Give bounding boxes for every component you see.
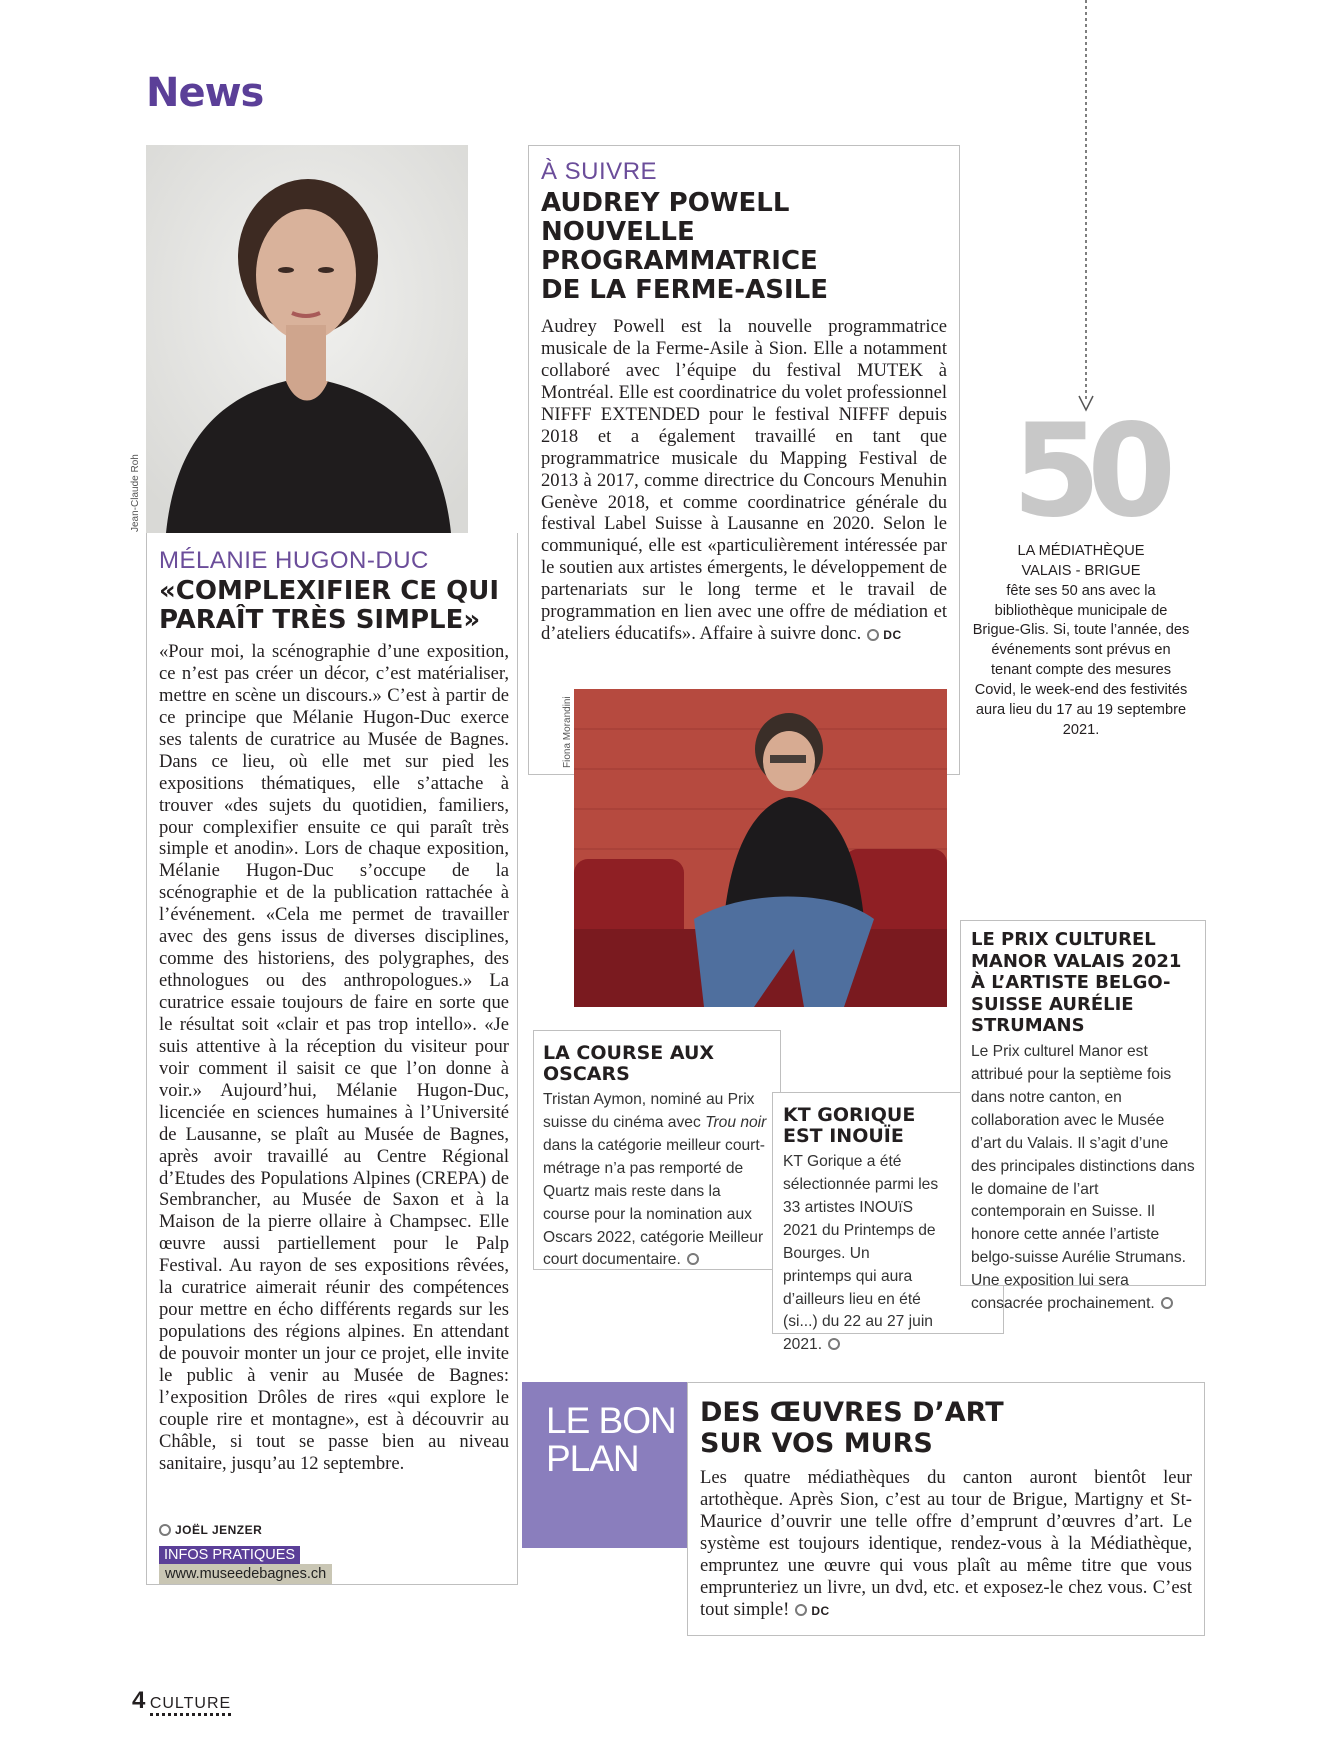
bon-plan-label-line2: PLAN [546, 1437, 639, 1479]
fifty-body: fête ses 50 ans avec la bibliothèque municipale de Brigue-Glis. Si, toute l’année, des événements sont prévus en tenant compte des mesures Covid, le week-end des festivités aura lieu du 17 au 19 septembre 2021. [972, 582, 1190, 738]
main-article-signature: JOËL JENZER [153, 1523, 262, 1538]
infos-pratiques-label: INFOS PRATIQUES [159, 1546, 300, 1564]
infos-pratiques [159, 1546, 332, 1584]
fifty-title-line1: LA MÉDIATHÈQUE [1017, 543, 1145, 559]
fifty-sidebar-text [970, 542, 1192, 740]
photo-credit-powell: Fiona Morandini [562, 696, 573, 768]
end-dot-icon [687, 1253, 699, 1265]
manor-text: Le Prix culturel Manor est attribué pour la septième fois dans notre canton, en collaboration avec le Musée d’art du Valais. Il s’agit d’une des principales distinctions dans le domaine de l’art contemporain en Suisse. Il honore cette année l’artiste belgo-suisse Aurélie Strumans. Une exposition lui sera consacrée prochainement. [971, 1043, 1195, 1313]
photo-credit-melanie: Jean-Claude Roh [130, 454, 141, 532]
fifty-number: 50 [1012, 397, 1163, 546]
bon-plan-headline: DES ŒUVRES D’ART SUR VOS MURS [700, 1397, 1004, 1460]
bon-plan-label-line1: LE BON [546, 1400, 676, 1441]
oscars-text: Tristan Aymon, nominé au Prix suisse du cinéma avec Trou noir dans la catégorie meilleur court-métrage n’a pas remporté de Quartz mais reste dans la course pour la nomination aux Oscars 2022, catégorie Meilleur court documentaire. [543, 1091, 767, 1269]
bon-plan-box [687, 1382, 1205, 1636]
end-dot-icon [159, 1524, 171, 1536]
kt-text: KT Gorique a été sélectionnée parmi les 33 artistes INOUïS 2021 du Printemps de Bourges. Un printemps qui aura d’ailleurs lieu en été (si...) du 22 au 27 juin 2021. [783, 1153, 939, 1354]
end-dot-icon [828, 1338, 840, 1350]
end-dot-icon [867, 629, 879, 641]
oscars-headline: LA COURSE AUX OSCARS [543, 1042, 715, 1086]
main-article-headline: «COMPLEXIFIER CE QUI PARAÎT TRÈS SIMPLE» [159, 576, 500, 636]
main-article-body: «Pour moi, la scénographie d’une exposition, ce n’est pas créer un décor, c’est matérialiser, mettre en scène un discours.» C’est à partir de ce principe que Mélanie Hugon-Duc exerce ses talents de curatrice au Musée de Bagnes. Dans ce lieu, où elle met sur pied les expositions thématiques, elle s’attache à trouver «des sujets du quotidien, familiers, pour complexifier ensuite ce qui paraît très simple et anodin». Lors de chaque exposition, Mélanie Hugon-Duc s’occupe de la scénographie et de la publication rattachée à l’événement. «Cela me permet de travailler avec des gens issus de diverses disciplines, comme des historiens, des polygraphes, des ethnologues ou des anthropologues.» La curatrice essaie toujours de faire en sorte que le résultat soit «clair et pas trop intello». «Je suis attentive à la réception du visiteur pour voir comment il saisit ce que l’on donne à voir.» Aujourd’hui, Mélanie Hugon-Duc, licenciée en sciences humaines à l’Université de Lausanne, se plaît au Musée de Bagnes, après avoir travaillé au Centre Régional d’Etudes des Populations Alpines (CREPA) de Sembrancher, au Musée de Saxon et à la Maison de la pierre ollaire à Champsec. Elle œuvre aussi partiellement pour le Palp Festival. Au rayon de ses expositions rêvées, la curatrice aimerait réunir des compétences pour mettre en écho différents regards sur les populations des régions alpines. En attendant de pouvoir monter un jour ce projet, elle invite le public à venir au Musée de Bagnes: l’exposition Drôles de rires «qui explore le couple rire et montagne», est à découvrir au Châble, si tout se passe bien au niveau sanitaire, jusqu’au 12 septembre. [159, 641, 509, 1474]
oscars-brief-box [533, 1030, 781, 1270]
powell-kicker: À SUIVRE [541, 158, 658, 185]
bon-plan-label [522, 1382, 687, 1548]
magazine-name: CULTURE [150, 1695, 231, 1716]
powell-headline: AUDREY POWELL NOUVELLE PROGRAMMATRICE DE LA FERME-ASILE [541, 188, 828, 306]
page-number: 4 [132, 1687, 146, 1714]
page-footer [132, 1687, 231, 1715]
fifty-title-line2: VALAIS - BRIGUE [1021, 562, 1141, 579]
bon-plan-body: Les quatre médiathèques du canton auront bientôt leur artothèque. Après Sion, c’est au tour de Brigue, Martigny et St-Maurice d’ouvrir une telle offre d’emprunt d’œuvres d’art. Le système est toujours identique, rendez-vous à la Médiathèque, empruntez une œuvre qui vous plaît au même titre que vous emprunteriez un livre, un dvd, etc. et exposez-le chez vous. C’est tout simple! DC [700, 1467, 1192, 1620]
end-dot-icon [1161, 1297, 1173, 1309]
infos-pratiques-link[interactable]: www.museedebagnes.ch [159, 1564, 332, 1584]
powell-article-box [528, 145, 960, 775]
main-article-box [146, 533, 518, 1585]
end-dot-icon [795, 1604, 807, 1616]
section-title: News [146, 70, 264, 116]
dotted-arrow-decoration [1076, 0, 1096, 412]
main-article-kicker: MÉLANIE HUGON-DUC [159, 547, 429, 574]
manor-headline: LE PRIX CULTUREL MANOR VALAIS 2021 À L’ARTISTE BELGO-SUISSE AURÉLIE STRUMANS [971, 929, 1182, 1037]
kt-headline: KT GORIQUE EST INOUÏE [783, 1104, 916, 1148]
portrait-photo-powell [574, 689, 947, 1007]
powell-body: Audrey Powell est la nouvelle programmatrice musicale de la Ferme-Asile à Sion. Elle a notamment collaboré avec l’équipe du festival MUTEK à Montréal. Elle est coordinatrice du volet professionnel NIFFF EXTENDED pour le festival NIFFF depuis 2018 et a également travaillé en tant que programmatrice musicale du Mapping Festival de 2013 à 2017, comme directrice du Concours Menuhin Genève 2018, et comme coordinatrice générale du festival Label Suisse à Lausanne en 2020. Selon le communiqué, elle est «particulièrement intéressée par le soutien aux artistes émergents, le développement de partenariats sur le long terme et le travail de programmation en lien avec une offre de médiation et d’ateliers éducatifs». Affaire à suivre donc. DC [541, 316, 947, 645]
portrait-photo-melanie [146, 145, 468, 533]
manor-brief-box [960, 920, 1206, 1313]
